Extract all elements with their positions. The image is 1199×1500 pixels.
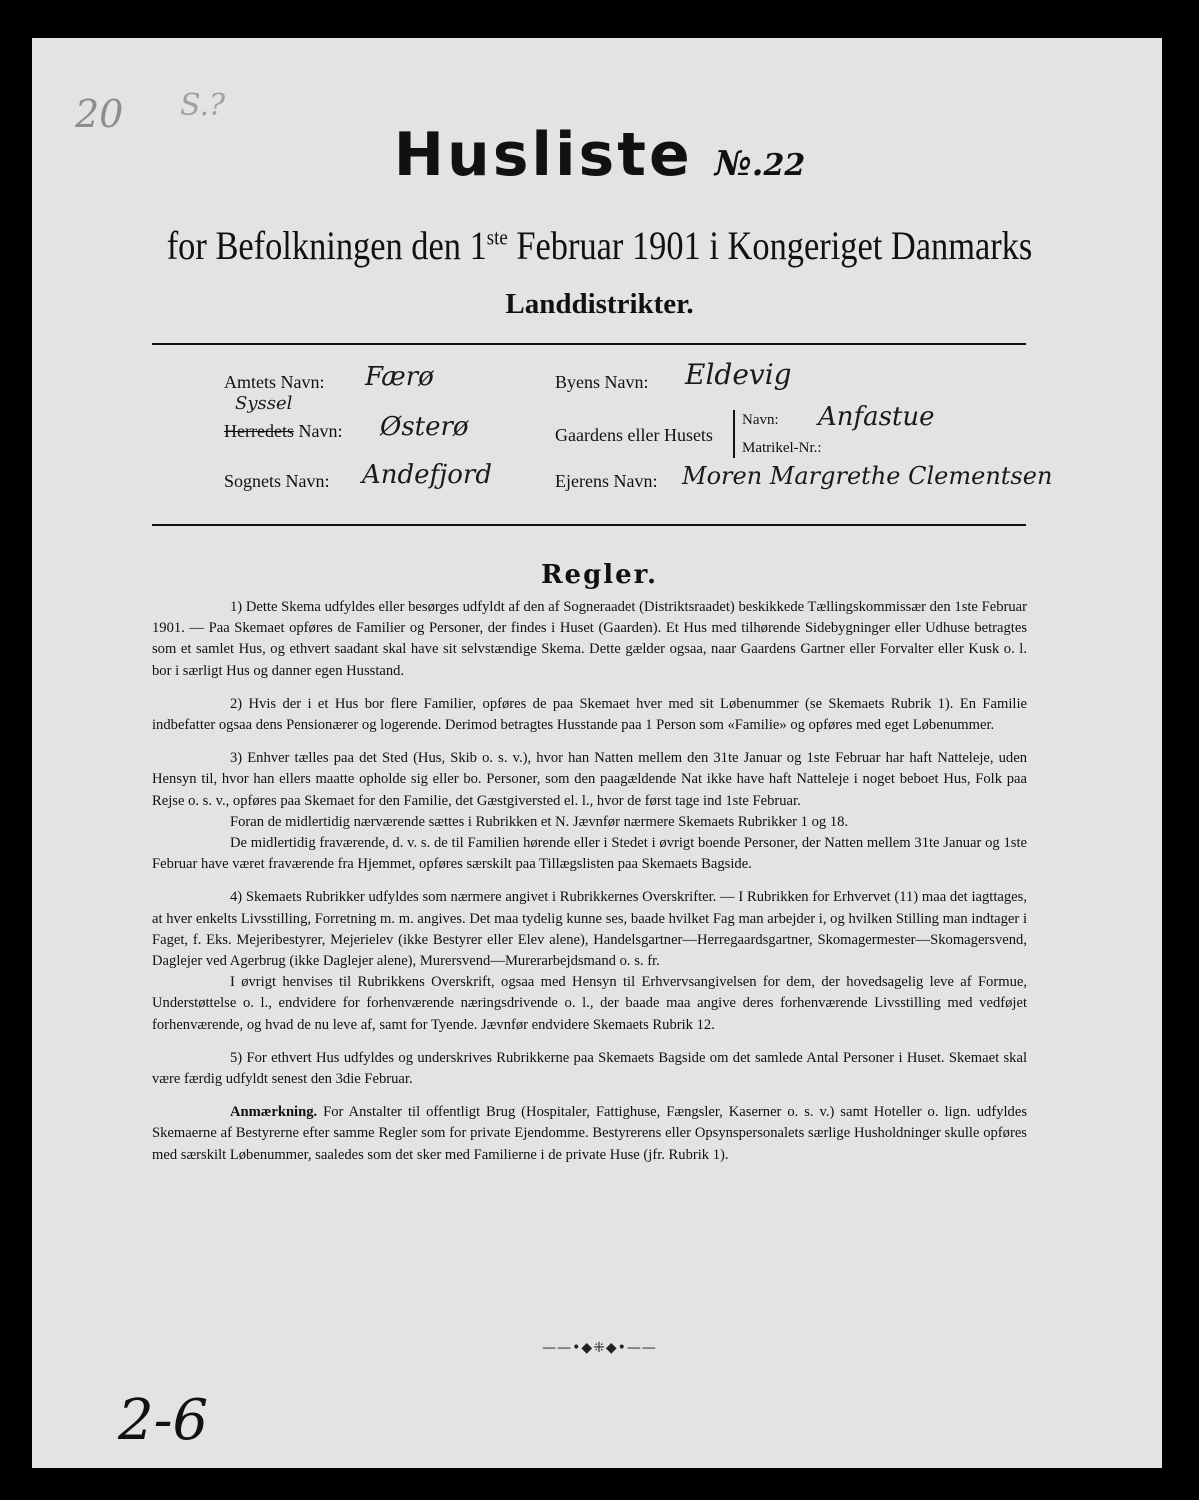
ejer-label: Ejerens Navn:	[555, 471, 658, 491]
ornament-divider: ——•◆⁜◆•——	[542, 1340, 657, 1356]
rule-4-note: I øvrigt henvises til Rubrikkens Overskrift, ogsaa med Hensyn til Erhvervsangivelsen for dem, der hovedsagelig leve af Formue, Understøttelse o. l., endvidere for forhenværende næringsdrivende o. l., der baade maa angive deres forhenværende Livsstilling med vedføjet forhenværende, og hvad de nu leve af, samt for Tyende. Jævnfør endvidere Skemaets Rubrik 12.	[152, 974, 1027, 1033]
rule-4: 4) Skemaets Rubrikker udfyldes som nærmere angivet i Rubrikkernes Overskrifter. — I Rubrikken for Erhvervet (11) maa det iagttages, at hver enkelts Livsstilling, Forretning m. m. angives. Det maa tydelig kunne ses, baade hvilket Fag man arbejder i, og hvilken Stilling man indtager i Faget, f. Eks. Mejeribestyrer, Mejerielev (ikke Bestyrer eller Elev alene), Handelsgartner—Herregaardsgartner, Skomagermester—Skomagersvend, Daglejer ved Agerbrug (ikke Daglejer alene), Murersvend—Murerarbejdsmand o. s. fr.	[152, 889, 1027, 970]
by-value: Eldevig	[685, 358, 792, 391]
subtitle-pre: for Befolkningen den 1	[166, 223, 487, 268]
list-number	[715, 144, 806, 184]
amt-label: Amtets Navn:	[224, 372, 325, 392]
subtitle-sup: ste	[486, 224, 508, 250]
gaard-label: Gaardens eller Husets	[555, 425, 713, 445]
rule-3: 3) Enhver tælles paa det Sted (Hus, Skib o. s. v.), hvor han Natten mellem den 31te Januar og 1ste Februar har haft Natteleje, uden Hensyn til, hvor han ellers maatte opholde sig eller bo. Personer, som den paagældende Nat ikke have haft Natteleje i noget beboet Hus, Folk paa Rejse o. s. v., opføres paa Skemaet for den Familie, det Gæstgiversted el. l., hvor de først tage ind 1ste Februar.	[152, 750, 1027, 809]
faint-archive-mark: S.?	[180, 88, 226, 123]
rules-heading: Regler.	[540, 560, 659, 590]
divider-bottom	[152, 524, 1026, 526]
herred-struck: Herredets	[224, 421, 294, 441]
rule-3-note: Foran de midlertidig nærværende sættes i Rubrikken et N. Jævnfør nærmere Skemaets Rubrikker 1 og 18.	[230, 813, 849, 830]
rule-3-absent: De midlertidig fraværende, d. v. s. de til Familien hørende eller i Stedet i øvrigt boende Personer, der Natten mellem 31te Januar og 1ste Februar have været fraværende fra Hjemmet, opføres særskilt paa Tillægslisten paa Skemaets Bagside.	[152, 835, 1027, 873]
herred-label	[224, 421, 342, 442]
handwritten-mark: 2-6	[118, 1388, 209, 1453]
herred-label-text: Navn:	[293, 421, 343, 441]
matrikel-label: Matrikel-Nr.:	[742, 440, 822, 456]
remark	[152, 1102, 1027, 1166]
sogn-value: Andefjord	[362, 460, 492, 490]
remark-text: For Anstalter til offentligt Brug (Hospitaler, Fattighuse, Fængsler, Kaserner o. s. v.) samt Hoteller o. lign. udfyldes Skemaerne af Bestyrerne efter samme Regler som for private Ejendomme. Bestyrerens eller Opsynspersonalets særlige Husholdninger skulle opføres med særskilt Løbenummer, saaledes som det sker med Familierne i de private Huse (jfr. Rubrik 1).	[152, 1104, 1027, 1163]
district-heading: Landdistrikter.	[505, 288, 694, 320]
archive-number-mark: 20	[75, 92, 124, 136]
gaard-navn-value: Anfastue	[818, 402, 935, 432]
rule-1: 1) Dette Skema udfyldes eller besørges udfyldt af den af Sogneraadet (Distriktsraadet) beskikkede Tællingskommissær den 1ste Februar 1901. — Paa Skemaet opføres de Familier og Personer, der findes i Huset (Gaarden). Et Hus med tilhørende Sidebygninger eller Udhuse betragtes som et samlet Hus, og ethvert saadant skal have sit selvstændige Skema. Dette gælder ogsaa, naar Gaardens Gartner eller Forvalter eller Kusk o. l. bor i særligt Hus og danner egen Husstand.	[152, 599, 1027, 679]
rule-2: 2) Hvis der i et Hus bor flere Familier, opføres de paa Skemaet hver med sit Løbenummer (se Skemaets Rubrik 1). En Familie indbefatter ogsaa dens Pensionærer og logerende. Derimod betragtes Husstande paa 1 Person som «Familie» og opføres med eget Løbenummer.	[152, 695, 1027, 734]
sogn-label: Sognets Navn:	[224, 471, 330, 491]
subtitle-post: Februar 1901 i Kongeriget Danmarks	[507, 223, 1033, 268]
herred-correction: Syssel	[235, 393, 293, 414]
herred-value: Østerø	[380, 412, 469, 442]
subtitle	[84, 222, 1115, 269]
gaard-navn-label: Navn:	[742, 412, 779, 428]
rules-body	[152, 597, 1027, 1178]
rule-5: 5) For ethvert Hus udfyldes og underskrives Rubrikkerne paa Skemaets Bagside om det samlede Antal Personer i Huset. Skemaet skal være færdig udfyldt senest den 3die Februar.	[152, 1049, 1027, 1088]
amt-value: Færø	[365, 362, 434, 392]
numero-label: №.	[714, 144, 764, 184]
page-title: Husliste	[393, 120, 693, 190]
divider-top	[152, 343, 1026, 345]
gaard-brace	[733, 410, 735, 458]
numero-value: 22	[763, 148, 806, 183]
title-row	[0, 120, 1199, 190]
ejer-value: Moren Margrethe Clementsen	[682, 462, 1053, 490]
remark-label: Anmærkning.	[230, 1104, 318, 1121]
by-label: Byens Navn:	[555, 372, 649, 392]
